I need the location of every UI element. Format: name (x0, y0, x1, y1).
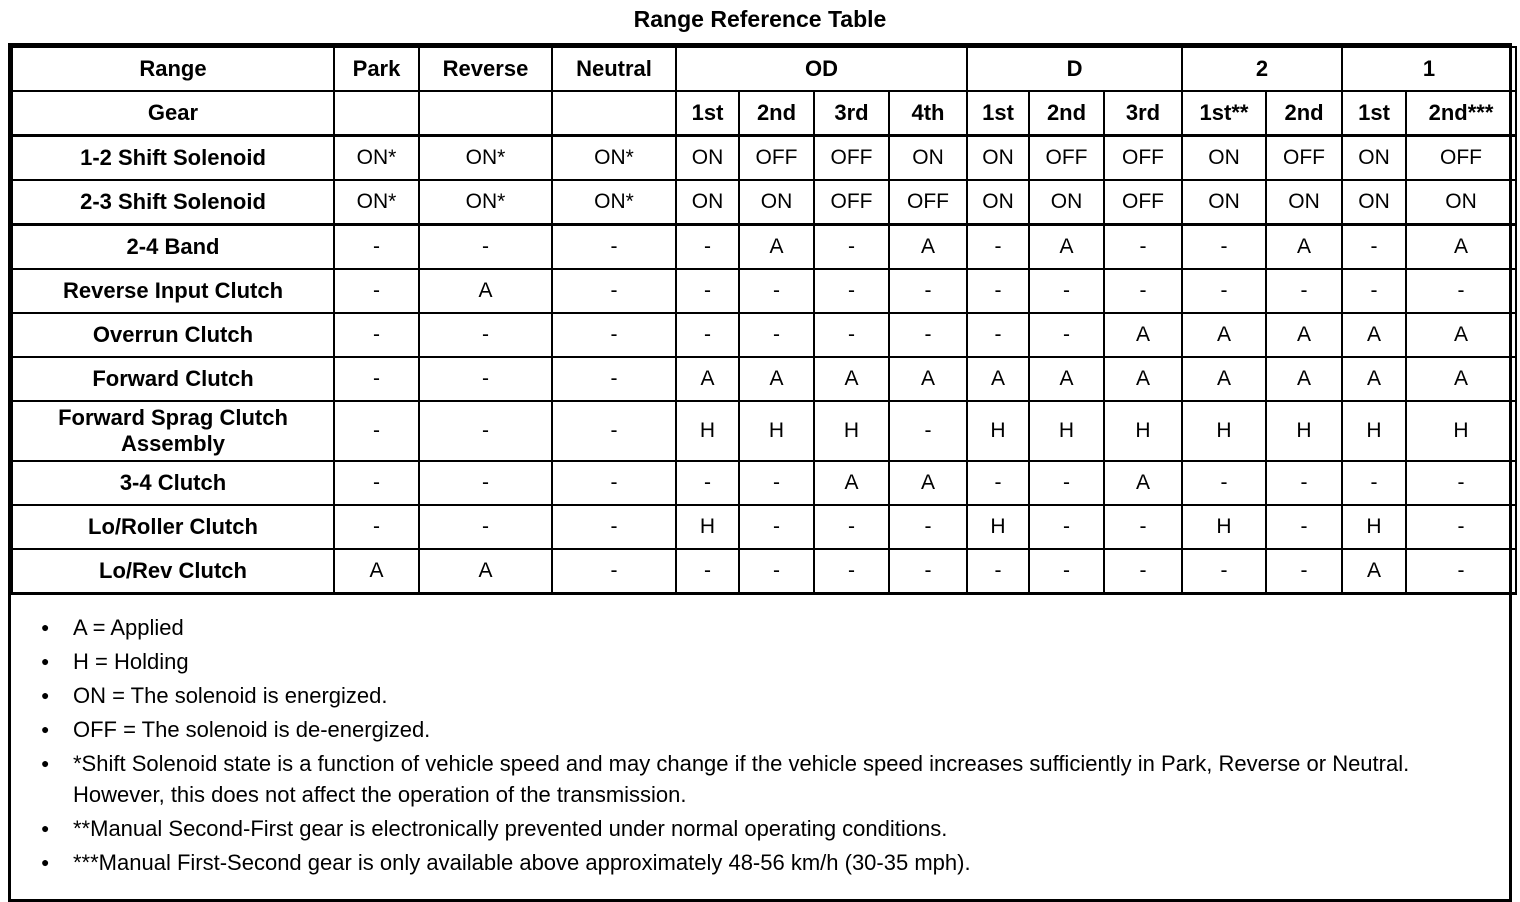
table-cell: A (739, 225, 814, 270)
table-cell: A (1104, 313, 1182, 357)
row-label: Reverse Input Clutch (12, 269, 334, 313)
range-reference-table (11, 46, 1517, 595)
table-cell: - (1182, 549, 1266, 594)
table-cell: A (1266, 313, 1342, 357)
table-cell: - (676, 461, 739, 505)
gear-header-blank (334, 91, 419, 136)
table-cell: - (334, 269, 419, 313)
table-cell: - (814, 269, 889, 313)
gear-header-blank (552, 91, 676, 136)
table-cell: A (1182, 357, 1266, 401)
table-cell: - (1029, 313, 1104, 357)
note-item: ● ON = The solenoid is energized. (33, 680, 1489, 711)
table-cell: - (676, 269, 739, 313)
table-cell: A (1406, 225, 1516, 270)
table-cell: ON* (419, 136, 552, 181)
table-cell: H (967, 505, 1029, 549)
table-cell: H (1342, 401, 1406, 461)
header-Range: Range (12, 47, 334, 91)
table-cell: ON (967, 180, 1029, 225)
table-cell: H (676, 401, 739, 461)
table-cell: A (1342, 313, 1406, 357)
table-cell: ON* (552, 136, 676, 181)
table-cell: OFF (814, 180, 889, 225)
table-cell: A (814, 357, 889, 401)
table-cell: - (1266, 461, 1342, 505)
table-cell: H (814, 401, 889, 461)
table-row (12, 505, 1516, 549)
gear-header-1st: 1st (1342, 91, 1406, 136)
table-cell: H (1182, 505, 1266, 549)
row-label: Lo/Roller Clutch (12, 505, 334, 549)
table-cell: - (552, 401, 676, 461)
table-cell: - (334, 461, 419, 505)
table-cell: - (552, 505, 676, 549)
table-cell: - (552, 313, 676, 357)
gear-header-2nd: 2nd (739, 91, 814, 136)
table-cell: ON* (334, 180, 419, 225)
table-cell: H (967, 401, 1029, 461)
table-cell: A (739, 357, 814, 401)
table-cell: - (676, 225, 739, 270)
table-cell: H (1104, 401, 1182, 461)
gear-header-3rd: 3rd (1104, 91, 1182, 136)
table-cell: - (1029, 269, 1104, 313)
table-cell: - (334, 225, 419, 270)
table-cell: ON (1406, 180, 1516, 225)
row-label: Forward Clutch (12, 357, 334, 401)
table-cell: - (334, 505, 419, 549)
table-cell: - (334, 401, 419, 461)
table-cell: H (1182, 401, 1266, 461)
table-cell: A (1104, 357, 1182, 401)
table-cell: H (1029, 401, 1104, 461)
table-cell: ON (1342, 136, 1406, 181)
notes-list (11, 603, 1509, 891)
table-cell: ON* (552, 180, 676, 225)
header-1: 1 (1342, 47, 1516, 91)
table-cell: - (1029, 549, 1104, 594)
table-cell: ON (1182, 180, 1266, 225)
table-cell: ON* (419, 180, 552, 225)
table-cell: ON (739, 180, 814, 225)
table-cell: - (967, 461, 1029, 505)
row-label: Overrun Clutch (12, 313, 334, 357)
row-label: Lo/Rev Clutch (12, 549, 334, 594)
table-cell: OFF (889, 180, 967, 225)
row-label: 2-3 Shift Solenoid (12, 180, 334, 225)
table-cell: - (889, 269, 967, 313)
table-cell: - (419, 313, 552, 357)
table-cell: A (419, 269, 552, 313)
table-cell: - (552, 549, 676, 594)
table-cell: - (814, 225, 889, 270)
table-cell: OFF (1104, 136, 1182, 181)
table-cell: - (967, 225, 1029, 270)
table-cell: - (889, 549, 967, 594)
table-cell: - (1406, 505, 1516, 549)
table-cell: - (1104, 269, 1182, 313)
table-cell: - (1266, 505, 1342, 549)
table-cell: A (889, 357, 967, 401)
table-cell: A (1266, 225, 1342, 270)
table-row (12, 269, 1516, 313)
table-cell: - (814, 313, 889, 357)
note-item: ● OFF = The solenoid is de-energized. (33, 714, 1489, 745)
table-cell: A (1266, 357, 1342, 401)
note-item: ● **Manual Second-First gear is electronically prevented under normal operating conditions. (33, 813, 1489, 844)
table-header-groups (12, 47, 1516, 91)
note-item: ● H = Holding (33, 646, 1489, 677)
table-row (12, 401, 1516, 461)
gear-header-blank (419, 91, 552, 136)
table-cell: - (1406, 549, 1516, 594)
header-Park: Park (334, 47, 419, 91)
header-D: D (967, 47, 1182, 91)
table-cell: A (419, 549, 552, 594)
table-cell: - (967, 549, 1029, 594)
gear-header-2nd: 2nd (1029, 91, 1104, 136)
table-cell: OFF (1104, 180, 1182, 225)
table-cell: - (334, 357, 419, 401)
gear-header-1st**: 1st** (1182, 91, 1266, 136)
note-item: ● *Shift Solenoid state is a function of vehicle speed and may change if the vehicle speed increases sufficiently in Park, Reverse or Neutral. However, this does not affect the operation of the transmission. (33, 748, 1489, 810)
gear-header-2nd: 2nd (1266, 91, 1342, 136)
table-cell: ON* (334, 136, 419, 181)
table-cell: - (739, 505, 814, 549)
table-cell: A (967, 357, 1029, 401)
table-cell: ON (1182, 136, 1266, 181)
table-cell: - (552, 225, 676, 270)
table-cell: A (676, 357, 739, 401)
note-item: ● ***Manual First-Second gear is only available above approximately 48-56 km/h (30-35 mph). (33, 847, 1489, 878)
table-cell: - (1342, 225, 1406, 270)
header-Reverse: Reverse (419, 47, 552, 91)
table-cell: ON (889, 136, 967, 181)
table-cell: A (1029, 357, 1104, 401)
table-cell: H (1406, 401, 1516, 461)
table-cell: - (419, 357, 552, 401)
header-Neutral: Neutral (552, 47, 676, 91)
table-row (12, 461, 1516, 505)
table-cell: H (1266, 401, 1342, 461)
table-cell: - (419, 461, 552, 505)
table-cell: - (1342, 269, 1406, 313)
table-row (12, 549, 1516, 594)
header-OD: OD (676, 47, 967, 91)
table-cell: ON (967, 136, 1029, 181)
gear-header-1st: 1st (967, 91, 1029, 136)
gear-header-1st: 1st (676, 91, 739, 136)
table-row (12, 357, 1516, 401)
table-cell: - (814, 505, 889, 549)
table-cell: A (1029, 225, 1104, 270)
table-cell: - (676, 313, 739, 357)
table-cell: ON (676, 180, 739, 225)
table-cell: - (739, 461, 814, 505)
table-cell: A (1342, 357, 1406, 401)
table-cell: - (676, 549, 739, 594)
gear-header-3rd: 3rd (814, 91, 889, 136)
table-cell: A (814, 461, 889, 505)
table-cell: - (1029, 505, 1104, 549)
table-cell: - (552, 269, 676, 313)
table-cell: - (889, 505, 967, 549)
table-cell: OFF (1406, 136, 1516, 181)
table-cell: - (814, 549, 889, 594)
table-cell: OFF (1029, 136, 1104, 181)
table-cell: - (967, 269, 1029, 313)
note-item: ● A = Applied (33, 612, 1489, 643)
gear-header-2nd***: 2nd*** (1406, 91, 1516, 136)
table-cell: H (1342, 505, 1406, 549)
table-cell: - (1406, 269, 1516, 313)
table-cell: ON (1029, 180, 1104, 225)
table-cell: - (1266, 549, 1342, 594)
table-cell: - (739, 269, 814, 313)
table-cell: - (739, 549, 814, 594)
table-cell: - (1104, 505, 1182, 549)
table-cell: ON (676, 136, 739, 181)
table-row (12, 136, 1516, 181)
table-cell: - (967, 313, 1029, 357)
table-cell: - (1266, 269, 1342, 313)
table-cell: - (419, 401, 552, 461)
table-cell: A (889, 225, 967, 270)
table-cell: - (1182, 269, 1266, 313)
row-label: Forward Sprag Clutch Assembly (12, 401, 334, 461)
table-cell: H (676, 505, 739, 549)
table-frame (8, 43, 1512, 902)
table-cell: - (1406, 461, 1516, 505)
table-cell: OFF (1266, 136, 1342, 181)
table-body (12, 136, 1516, 594)
table-cell: ON (1266, 180, 1342, 225)
gear-header-4th: 4th (889, 91, 967, 136)
header-2: 2 (1182, 47, 1342, 91)
table-cell: - (1104, 225, 1182, 270)
table-cell: - (1182, 225, 1266, 270)
table-cell: - (1342, 461, 1406, 505)
table-row (12, 225, 1516, 270)
table-cell: A (1104, 461, 1182, 505)
row-label: 1-2 Shift Solenoid (12, 136, 334, 181)
table-cell: A (1406, 313, 1516, 357)
table-header-gears (12, 91, 1516, 136)
table-cell: - (1029, 461, 1104, 505)
table-cell: OFF (814, 136, 889, 181)
table-cell: - (419, 225, 552, 270)
table-cell: A (889, 461, 967, 505)
table-cell: - (889, 401, 967, 461)
table-cell: - (334, 313, 419, 357)
table-cell: - (552, 461, 676, 505)
table-cell: A (1342, 549, 1406, 594)
table-row (12, 180, 1516, 225)
table-cell: A (1406, 357, 1516, 401)
gear-header-Gear: Gear (12, 91, 334, 136)
table-header (12, 47, 1516, 136)
table-cell: A (334, 549, 419, 594)
row-label: 2-4 Band (12, 225, 334, 270)
table-cell: OFF (739, 136, 814, 181)
table-row (12, 313, 1516, 357)
table-cell: - (1182, 461, 1266, 505)
table-cell: - (889, 313, 967, 357)
table-cell: - (419, 505, 552, 549)
row-label: 3-4 Clutch (12, 461, 334, 505)
table-cell: - (739, 313, 814, 357)
table-cell: A (1182, 313, 1266, 357)
table-cell: H (739, 401, 814, 461)
table-cell: ON (1342, 180, 1406, 225)
table-cell: - (1104, 549, 1182, 594)
page-title: Range Reference Table (633, 6, 887, 32)
table-cell: - (552, 357, 676, 401)
